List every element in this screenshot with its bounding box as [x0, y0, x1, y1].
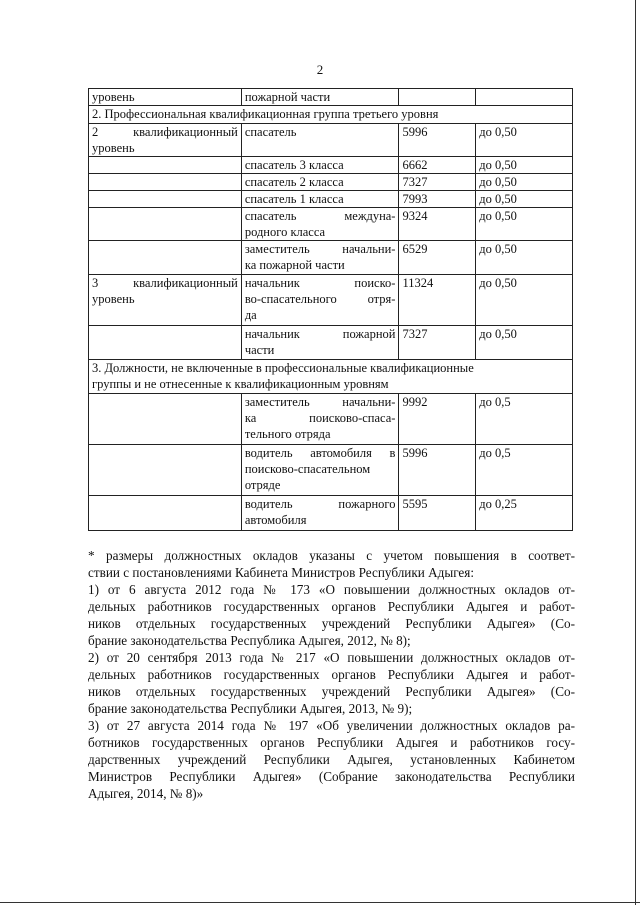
level-cell [89, 124, 242, 157]
footnote [88, 547, 575, 802]
position-line: начальник пожарной [244, 327, 396, 341]
footnote-line: 3) от 27 августа 2014 года № 197 «Об увеличении должностных окладов ра- [88, 718, 575, 733]
coef-cell: до 0,50 [476, 157, 573, 174]
footnote-line: 2) от 20 сентября 2013 года № 217 «О повышении должностных окладов от- [88, 650, 575, 665]
coef-cell: до 0,50 [476, 191, 573, 208]
level-line: уровень [92, 141, 135, 155]
position-cell: пожарной части [241, 89, 399, 106]
group-title [89, 360, 573, 394]
footnote-line: ботников государственных органов Республики Адыгея и работников госу- [88, 735, 575, 750]
footnote-line: 1) от 6 августа 2012 года № 173 «О повышении должностных окладов от- [88, 582, 575, 597]
table-row [89, 241, 573, 275]
footnote-line: ников отдельных государственных учреждений Республики Адыгея» (Со- [88, 684, 575, 699]
position-line: автомобиля [244, 513, 307, 527]
level-cell [89, 208, 242, 241]
table-row [89, 89, 573, 106]
level-cell [89, 157, 242, 174]
position-line: ка пожарной части [244, 258, 345, 272]
position-line: водитель автомобиля в [244, 446, 396, 460]
table-row [89, 191, 573, 208]
footnote-line: ников отдельных государственных учреждений Республики Адыгея» (Со- [88, 616, 575, 631]
position-line: заместитель начальни- [244, 395, 396, 409]
level-cell [89, 241, 242, 275]
coef-cell: до 0,25 [476, 496, 573, 531]
table-row [89, 275, 573, 326]
table-row [89, 174, 573, 191]
salary-cell: 7327 [399, 326, 476, 360]
level-line: уровень [92, 292, 135, 306]
salary-cell: 7327 [399, 174, 476, 191]
position-line: части [244, 343, 275, 357]
salary-cell: 6662 [399, 157, 476, 174]
position-line: начальник поиско- [244, 276, 396, 290]
position-line: поисково-спасательном [244, 462, 371, 476]
coef-cell: до 0,50 [476, 208, 573, 241]
scan-edge-line [635, 0, 636, 905]
coef-cell: до 0,50 [476, 275, 573, 326]
group-title: 2. Профессиональная квалификационная группа третьего уровня [89, 106, 573, 124]
salary-cell: 9992 [399, 394, 476, 445]
salary-cell [399, 89, 476, 106]
coef-cell: до 0,50 [476, 174, 573, 191]
position-cell: спасатель 1 класса [241, 191, 399, 208]
footnote-line: Адыгея, 2014, № 8)» [88, 786, 204, 801]
position-cell [241, 394, 399, 445]
level-cell [89, 191, 242, 208]
footnote-line: брание законодательства Республика Адыгея, 2012, № 8); [88, 633, 411, 648]
position-cell [241, 241, 399, 275]
level-cell [89, 326, 242, 360]
position-cell [241, 496, 399, 531]
group-title-line: группы и не отнесенные к квалификационным уровням [92, 377, 389, 391]
position-line: родного класса [244, 225, 326, 239]
position-line: отряде [244, 478, 281, 492]
level-cell [89, 394, 242, 445]
coef-cell [476, 89, 573, 106]
position-line: во-спасательного отря- [244, 292, 396, 306]
group-row [89, 360, 573, 394]
position-cell [241, 208, 399, 241]
level-cell [89, 445, 242, 496]
position-line: тельного отряда [244, 427, 331, 441]
table-row [89, 496, 573, 531]
salary-cell: 6529 [399, 241, 476, 275]
position-line: спасатель междуна- [244, 209, 396, 223]
table-row [89, 326, 573, 360]
salary-cell: 7993 [399, 191, 476, 208]
position-line: ка поисково-спаса- [244, 411, 396, 425]
salary-cell: 5996 [399, 124, 476, 157]
group-title-line: 3. Должности, не включенные в профессиональные квалификационные [92, 361, 474, 375]
position-line: водитель пожарного [244, 497, 396, 511]
footnote-line: брание законодательства Республики Адыгея, 2013, № 9); [88, 701, 413, 716]
footnote-line: ствии с постановлениями Кабинета Министров Республики Адыгея: [88, 565, 475, 580]
level-line: 2 квалификационный [92, 125, 238, 139]
salary-cell: 9324 [399, 208, 476, 241]
coef-cell: до 0,5 [476, 394, 573, 445]
position-line: да [244, 308, 257, 322]
table-row [89, 208, 573, 241]
table-row [89, 445, 573, 496]
level-cell [89, 275, 242, 326]
footnote-line: дельных работников государственных органов Республики Адыгея и работ- [88, 667, 575, 682]
coef-cell: до 0,50 [476, 326, 573, 360]
coef-cell: до 0,5 [476, 445, 573, 496]
table-row [89, 124, 573, 157]
position-cell [241, 275, 399, 326]
table-row [89, 394, 573, 445]
footnote-line: Министров Республики Адыгея» (Собрание законодательства Республики [88, 769, 575, 784]
salary-cell: 11324 [399, 275, 476, 326]
coef-cell: до 0,50 [476, 241, 573, 275]
coef-cell: до 0,50 [476, 124, 573, 157]
scan-edge-line [0, 902, 640, 903]
page-number: 2 [316, 62, 324, 77]
position-cell [241, 445, 399, 496]
level-cell [89, 174, 242, 191]
position-cell: спасатель 3 класса [241, 157, 399, 174]
footnote-line: дарственных учреждений Республики Адыгея, установленных Кабинетом [88, 752, 575, 767]
position-line: заместитель начальни- [244, 242, 396, 256]
salary-cell: 5996 [399, 445, 476, 496]
footnote-line: * размеры должностных окладов указаны с учетом повышения в соответ- [88, 548, 575, 563]
level-cell: уровень [89, 89, 242, 106]
salary-table [88, 88, 573, 531]
table-row [89, 157, 573, 174]
salary-cell: 5595 [399, 496, 476, 531]
position-cell [241, 326, 399, 360]
group-row [89, 106, 573, 124]
position-cell: спасатель 2 класса [241, 174, 399, 191]
level-line: 3 квалификационный [92, 276, 238, 290]
footnote-line: дельных работников государственных органов Республики Адыгея и работ- [88, 599, 575, 614]
level-cell [89, 496, 242, 531]
position-cell: спасатель [241, 124, 399, 157]
